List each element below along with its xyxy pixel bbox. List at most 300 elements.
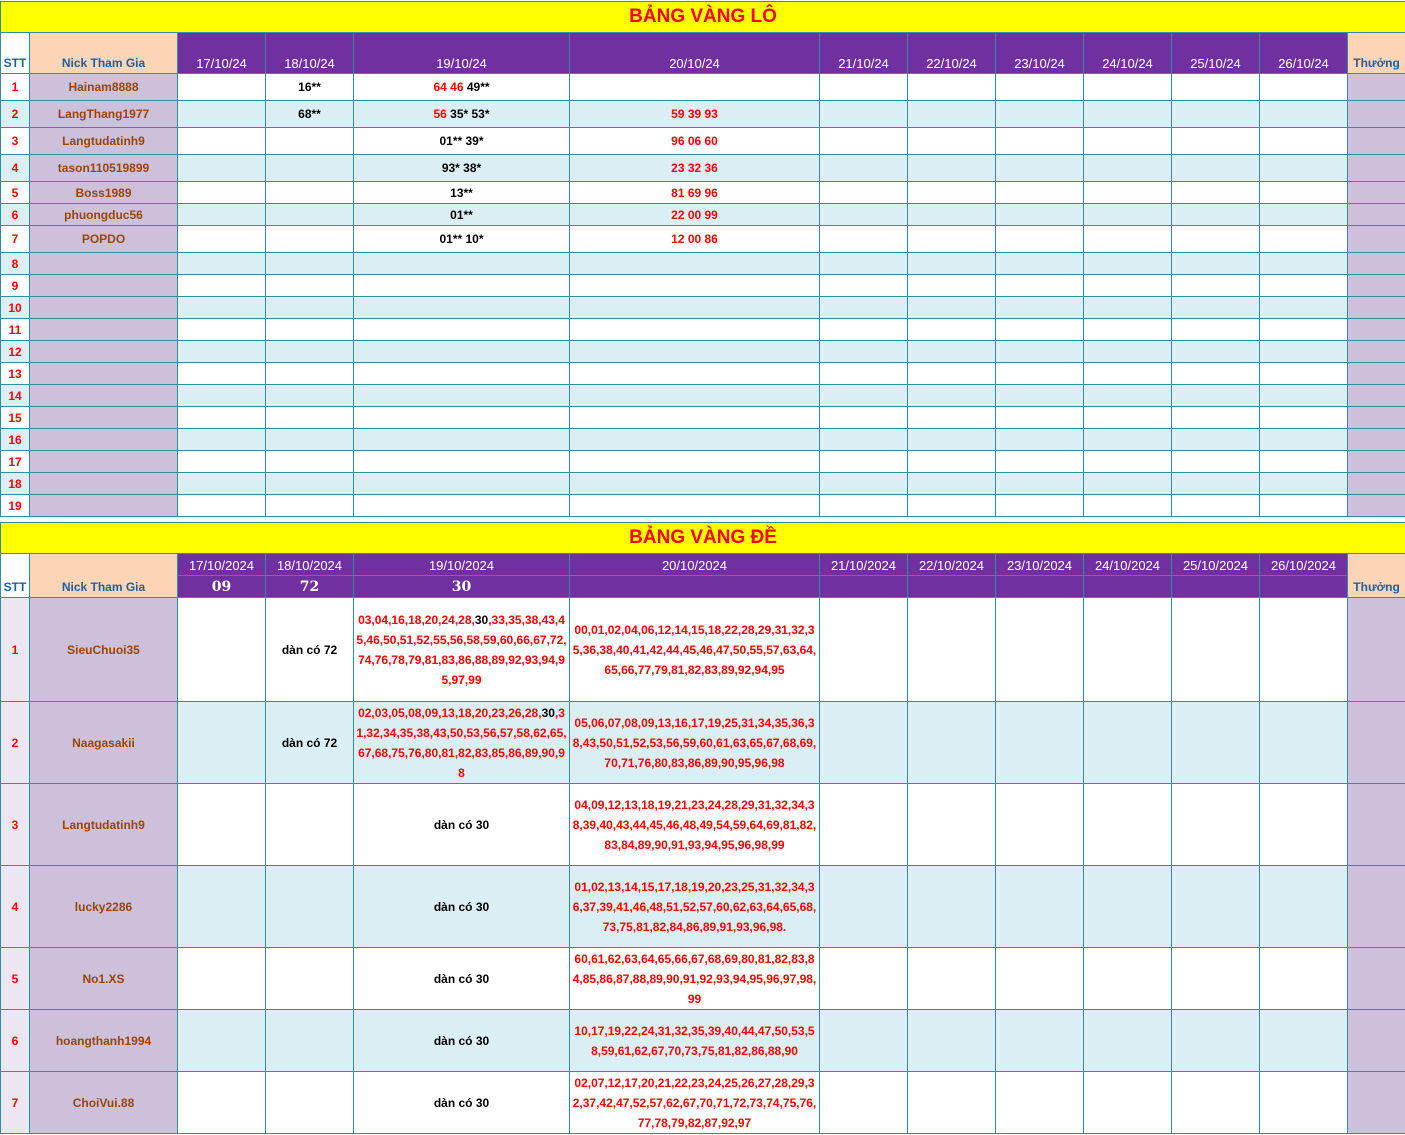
cell-20-10: 96 06 60 [570, 128, 820, 155]
cell-17-10 [178, 495, 266, 517]
cell-20-10: 12 00 86 [570, 226, 820, 253]
cell-empty [1172, 495, 1260, 517]
de-result: 09 [178, 576, 266, 598]
cell-empty [820, 385, 908, 407]
cell-empty [820, 866, 908, 948]
cell-17-10 [178, 297, 266, 319]
cell-empty [908, 101, 996, 128]
cell-empty [1172, 1010, 1260, 1072]
cell-empty [1172, 182, 1260, 204]
dan-hit-number: 30 [541, 705, 555, 720]
cell-empty [996, 297, 1084, 319]
row-nick: Langtudatinh9 [30, 784, 178, 866]
cell-18-10 [266, 128, 354, 155]
cell-empty [820, 297, 908, 319]
cell-thuong [1348, 495, 1405, 517]
cell-19-10 [354, 407, 570, 429]
cell-empty [820, 363, 908, 385]
de-table-row [1, 948, 1405, 1010]
de-table-row [1, 784, 1405, 866]
cell-empty [1260, 495, 1348, 517]
lo-stt-header: STT [1, 33, 30, 74]
cell-18-10 [266, 297, 354, 319]
dan-numbers: ,33,35,38,43,45,46,50,51,52,55,56,58,59,60,66,67,72,74,76,78,79,81,83,86,88,89,92,93,94,95,97,99 [356, 612, 567, 687]
cell-19-10 [354, 297, 570, 319]
cell-20-10: 60,61,62,63,64,65,66,67,68,69,80,81,82,83,84,85,86,87,88,89,90,91,92,93,94,95,96,97,98,99 [570, 948, 820, 1010]
cell-19-10-black: 01** 39* [439, 134, 484, 148]
cell-thuong [1348, 253, 1405, 275]
cell-19-10: dàn có 30 [354, 866, 570, 948]
cell-empty [1172, 1072, 1260, 1134]
cell-19-10: dàn có 30 [354, 784, 570, 866]
cell-18-10 [266, 784, 354, 866]
cell-thuong [1348, 319, 1405, 341]
cell-empty [1260, 204, 1348, 226]
cell-empty [820, 155, 908, 182]
cell-17-10 [178, 948, 266, 1010]
cell-thuong [1348, 1010, 1405, 1072]
lo-date-header: 17/10/24 [178, 33, 266, 74]
row-nick: POPDO [30, 226, 178, 253]
de-result [908, 576, 996, 598]
de-date-header: 26/10/2024 [1260, 554, 1348, 576]
cell-20-10: 81 69 96 [570, 182, 820, 204]
cell-19-10-red: 56 [433, 107, 447, 121]
cell-empty [1260, 275, 1348, 297]
cell-empty [908, 275, 996, 297]
cell-18-10 [266, 226, 354, 253]
cell-empty [820, 275, 908, 297]
de-table-row [1, 1010, 1405, 1072]
row-nick [30, 495, 178, 517]
cell-empty [1172, 784, 1260, 866]
cell-empty [1084, 784, 1172, 866]
cell-18-10 [266, 451, 354, 473]
cell-empty [1084, 702, 1172, 784]
cell-thuong [1348, 182, 1405, 204]
de-result [1172, 576, 1260, 598]
cell-17-10 [178, 451, 266, 473]
cell-empty [1084, 297, 1172, 319]
cell-20-10 [570, 429, 820, 451]
cell-empty [1084, 473, 1172, 495]
cell-20-10: 00,01,02,04,06,12,14,15,18,22,28,29,31,32,35,36,38,40,41,42,44,45,46,47,50,55,57,63,64,65,66,77,79,81,82,83,89,92,94,95 [570, 598, 820, 702]
cell-empty [1084, 429, 1172, 451]
lo-table-row [1, 451, 1405, 473]
cell-empty [996, 204, 1084, 226]
row-stt: 19 [1, 495, 30, 517]
cell-empty [908, 948, 996, 1010]
lo-table-row [1, 74, 1405, 101]
de-table-row [1, 598, 1405, 702]
cell-20-10: 01,02,13,14,15,17,18,19,20,23,25,31,32,34,36,37,39,41,46,48,51,52,57,60,62,63,64,65,68,73,75,81,82,84,86,89,91,93,96,98. [570, 866, 820, 948]
cell-empty [1260, 319, 1348, 341]
cell-empty [820, 495, 908, 517]
cell-empty [1260, 101, 1348, 128]
lo-date-header: 24/10/24 [1084, 33, 1172, 74]
cell-17-10 [178, 74, 266, 101]
cell-empty [996, 473, 1084, 495]
cell-18-10 [266, 473, 354, 495]
cell-18-10 [266, 385, 354, 407]
cell-20-10: 04,09,12,13,18,19,21,23,24,28,29,31,32,34,38,39,40,43,44,45,46,48,49,54,59,64,69,81,82,83,84,89,90,91,93,94,95,96,98,99 [570, 784, 820, 866]
row-nick: Naagasakii [30, 702, 178, 784]
cell-empty [820, 429, 908, 451]
cell-20-10 [570, 275, 820, 297]
de-nick-header: Nick Tham Gia [30, 554, 178, 598]
lo-date-header: 19/10/24 [354, 33, 570, 74]
cell-17-10 [178, 784, 266, 866]
cell-empty [820, 319, 908, 341]
cell-17-10 [178, 253, 266, 275]
cell-empty [996, 784, 1084, 866]
cell-20-10 [570, 363, 820, 385]
cell-thuong [1348, 155, 1405, 182]
cell-empty [1084, 598, 1172, 702]
row-stt: 13 [1, 363, 30, 385]
cell-thuong [1348, 226, 1405, 253]
cell-empty [996, 319, 1084, 341]
cell-thuong [1348, 407, 1405, 429]
lo-table-row [1, 297, 1405, 319]
lo-table-row [1, 429, 1405, 451]
cell-empty [908, 784, 996, 866]
cell-20-10 [570, 341, 820, 363]
lo-table-row [1, 363, 1405, 385]
cell-empty [820, 128, 908, 155]
cell-empty [820, 451, 908, 473]
lo-date-header: 21/10/24 [820, 33, 908, 74]
cell-empty [908, 451, 996, 473]
lo-date-header: 22/10/24 [908, 33, 996, 74]
cell-19-10 [354, 74, 570, 101]
cell-empty [908, 385, 996, 407]
cell-17-10 [178, 101, 266, 128]
cell-empty [908, 495, 996, 517]
cell-empty [908, 473, 996, 495]
cell-thuong [1348, 385, 1405, 407]
cell-empty [1172, 598, 1260, 702]
row-nick [30, 319, 178, 341]
cell-empty [996, 429, 1084, 451]
cell-thuong [1348, 948, 1405, 1010]
cell-empty [996, 407, 1084, 429]
cell-empty [996, 1010, 1084, 1072]
de-date-header: 24/10/2024 [1084, 554, 1172, 576]
cell-17-10 [178, 226, 266, 253]
cell-empty [820, 948, 908, 1010]
cell-empty [820, 226, 908, 253]
cell-17-10 [178, 866, 266, 948]
lo-date-header: 26/10/24 [1260, 33, 1348, 74]
cell-empty [996, 495, 1084, 517]
lo-table-row [1, 319, 1405, 341]
cell-thuong [1348, 363, 1405, 385]
row-nick: tason110519899 [30, 155, 178, 182]
lo-table-row [1, 253, 1405, 275]
cell-empty [908, 204, 996, 226]
cell-19-10 [354, 182, 570, 204]
cell-thuong [1348, 275, 1405, 297]
de-result [820, 576, 908, 598]
lo-thuong-header: Thưởng [1348, 33, 1405, 74]
cell-empty [908, 226, 996, 253]
dan-numbers: 02,03,05,08,09,13,18,20,23,26,28, [358, 705, 542, 720]
cell-19-10 [354, 385, 570, 407]
cell-empty [820, 1010, 908, 1072]
cell-17-10 [178, 1072, 266, 1134]
de-date-header: 23/10/2024 [996, 554, 1084, 576]
cell-empty [908, 128, 996, 155]
lo-table-row [1, 101, 1405, 128]
row-stt: 11 [1, 319, 30, 341]
cell-empty [1172, 204, 1260, 226]
cell-18-10: 68** [266, 101, 354, 128]
row-stt: 4 [1, 866, 30, 948]
row-stt: 8 [1, 253, 30, 275]
cell-20-10 [570, 451, 820, 473]
row-stt: 5 [1, 948, 30, 1010]
cell-17-10 [178, 341, 266, 363]
lo-table-row [1, 204, 1405, 226]
cell-empty [820, 101, 908, 128]
cell-empty [1084, 866, 1172, 948]
lo-table-row [1, 473, 1405, 495]
lo-date-header: 23/10/24 [996, 33, 1084, 74]
cell-empty [1172, 948, 1260, 1010]
cell-empty [996, 702, 1084, 784]
cell-19-10 [354, 495, 570, 517]
de-date-header: 18/10/2024 [266, 554, 354, 576]
cell-empty [1084, 1072, 1172, 1134]
cell-17-10 [178, 275, 266, 297]
row-stt: 2 [1, 702, 30, 784]
row-nick: phuongduc56 [30, 204, 178, 226]
row-nick [30, 429, 178, 451]
cell-18-10 [266, 319, 354, 341]
lo-table-row [1, 226, 1405, 253]
cell-19-10 [354, 473, 570, 495]
cell-empty [996, 1072, 1084, 1134]
de-table [0, 522, 1405, 1134]
cell-empty [1172, 341, 1260, 363]
cell-20-10: 05,06,07,08,09,13,16,17,19,25,31,34,35,36,38,43,50,51,52,53,56,59,60,61,63,65,67,68,69,70,71,76,80,83,86,89,90,95,96,98 [570, 702, 820, 784]
cell-thuong [1348, 204, 1405, 226]
row-nick [30, 275, 178, 297]
row-stt: 7 [1, 226, 30, 253]
cell-thuong [1348, 429, 1405, 451]
cell-empty [820, 341, 908, 363]
cell-empty [1084, 226, 1172, 253]
row-stt: 18 [1, 473, 30, 495]
cell-empty [1172, 319, 1260, 341]
cell-thuong [1348, 598, 1405, 702]
cell-18-10 [266, 275, 354, 297]
cell-19-10-black: 13** [450, 185, 473, 200]
cell-18-10 [266, 341, 354, 363]
cell-thuong [1348, 101, 1405, 128]
lo-title: BẢNG VÀNG LÔ [1, 2, 1405, 33]
cell-19-10 [354, 598, 570, 702]
lo-date-header: 25/10/24 [1172, 33, 1260, 74]
cell-empty [1172, 363, 1260, 385]
de-body [1, 598, 1405, 1134]
lo-table [0, 1, 1405, 517]
cell-empty [1260, 385, 1348, 407]
cell-empty [996, 128, 1084, 155]
cell-18-10 [266, 407, 354, 429]
row-stt: 1 [1, 598, 30, 702]
cell-19-10-red: 64 46 [433, 80, 464, 94]
cell-thuong [1348, 297, 1405, 319]
cell-empty [1084, 948, 1172, 1010]
lo-date-header: 20/10/24 [570, 33, 820, 74]
de-date-header: 19/10/2024 [354, 554, 570, 576]
cell-empty [1260, 1072, 1348, 1134]
lo-table-row [1, 182, 1405, 204]
cell-empty [1172, 128, 1260, 155]
cell-empty [820, 74, 908, 101]
de-table-row [1, 1072, 1405, 1134]
cell-17-10 [178, 598, 266, 702]
cell-19-10-black: 93* 38* [441, 161, 482, 175]
de-result [1260, 576, 1348, 598]
cell-empty [1260, 598, 1348, 702]
cell-thuong [1348, 473, 1405, 495]
row-nick [30, 473, 178, 495]
cell-18-10 [266, 363, 354, 385]
cell-17-10 [178, 155, 266, 182]
cell-19-10 [354, 451, 570, 473]
cell-19-10 [354, 253, 570, 275]
cell-empty [908, 1072, 996, 1134]
cell-empty [1172, 451, 1260, 473]
cell-empty [1172, 155, 1260, 182]
row-stt: 5 [1, 182, 30, 204]
cell-19-10 [354, 363, 570, 385]
cell-empty [908, 253, 996, 275]
cell-empty [996, 74, 1084, 101]
cell-empty [908, 182, 996, 204]
cell-empty [1260, 429, 1348, 451]
row-stt: 12 [1, 341, 30, 363]
de-date-header: 17/10/2024 [178, 554, 266, 576]
cell-empty [1260, 866, 1348, 948]
dan-numbers: 03,04,16,18,20,24,28, [358, 612, 475, 627]
row-stt: 4 [1, 155, 30, 182]
cell-17-10 [178, 1010, 266, 1072]
de-date-header: 25/10/2024 [1172, 554, 1260, 576]
cell-empty [1172, 74, 1260, 101]
row-stt: 3 [1, 128, 30, 155]
cell-empty [908, 866, 996, 948]
cell-18-10 [266, 866, 354, 948]
cell-empty [1084, 495, 1172, 517]
cell-empty [1172, 866, 1260, 948]
cell-20-10 [570, 407, 820, 429]
cell-17-10 [178, 407, 266, 429]
cell-thuong [1348, 784, 1405, 866]
lo-table-row [1, 385, 1405, 407]
de-table-row [1, 866, 1405, 948]
cell-empty [1260, 182, 1348, 204]
cell-empty [1084, 253, 1172, 275]
cell-empty [1084, 128, 1172, 155]
row-stt: 6 [1, 1010, 30, 1072]
cell-empty [1084, 182, 1172, 204]
cell-19-10: dàn có 30 [354, 1010, 570, 1072]
cell-19-10 [354, 155, 570, 182]
row-stt: 3 [1, 784, 30, 866]
cell-empty [1172, 275, 1260, 297]
row-nick [30, 385, 178, 407]
cell-empty [1260, 155, 1348, 182]
cell-empty [1172, 429, 1260, 451]
cell-empty [996, 155, 1084, 182]
lo-body [1, 74, 1405, 517]
row-stt: 9 [1, 275, 30, 297]
cell-empty [1260, 128, 1348, 155]
cell-empty [1260, 341, 1348, 363]
cell-empty [996, 451, 1084, 473]
cell-thuong [1348, 128, 1405, 155]
row-stt: 15 [1, 407, 30, 429]
cell-empty [996, 275, 1084, 297]
row-nick [30, 451, 178, 473]
cell-19-10 [354, 702, 570, 784]
lo-nick-header: Nick Tham Gia [30, 33, 178, 74]
cell-17-10 [178, 128, 266, 155]
row-nick: hoangthanh1994 [30, 1010, 178, 1072]
row-stt: 6 [1, 204, 30, 226]
cell-empty [1260, 784, 1348, 866]
de-title: BẢNG VÀNG ĐỀ [1, 523, 1405, 554]
cell-empty [1084, 319, 1172, 341]
row-nick [30, 407, 178, 429]
cell-19-10-black: 01** [450, 207, 473, 222]
cell-empty [908, 363, 996, 385]
lo-table-row [1, 128, 1405, 155]
cell-empty [908, 429, 996, 451]
cell-empty [1172, 407, 1260, 429]
cell-thuong [1348, 74, 1405, 101]
cell-20-10: 02,07,12,17,20,21,22,23,24,25,26,27,28,29,32,37,42,47,52,57,62,67,70,71,72,73,74,75,76,77,78,79,82,87,92,97 [570, 1072, 820, 1134]
de-table-row [1, 702, 1405, 784]
cell-empty [1260, 948, 1348, 1010]
cell-18-10 [266, 1072, 354, 1134]
cell-18-10 [266, 253, 354, 275]
cell-19-10 [354, 101, 570, 128]
cell-empty [996, 341, 1084, 363]
cell-thuong [1348, 451, 1405, 473]
cell-19-10 [354, 204, 570, 226]
cell-empty [1084, 155, 1172, 182]
cell-empty [996, 253, 1084, 275]
cell-empty [1172, 226, 1260, 253]
cell-empty [996, 101, 1084, 128]
cell-17-10 [178, 702, 266, 784]
cell-thuong [1348, 341, 1405, 363]
row-stt: 14 [1, 385, 30, 407]
cell-empty [996, 226, 1084, 253]
cell-empty [996, 866, 1084, 948]
cell-empty [908, 155, 996, 182]
cell-empty [820, 407, 908, 429]
cell-20-10 [570, 297, 820, 319]
cell-19-10-black: 01** 10* [439, 232, 484, 246]
cell-19-10 [354, 226, 570, 253]
row-nick [30, 297, 178, 319]
